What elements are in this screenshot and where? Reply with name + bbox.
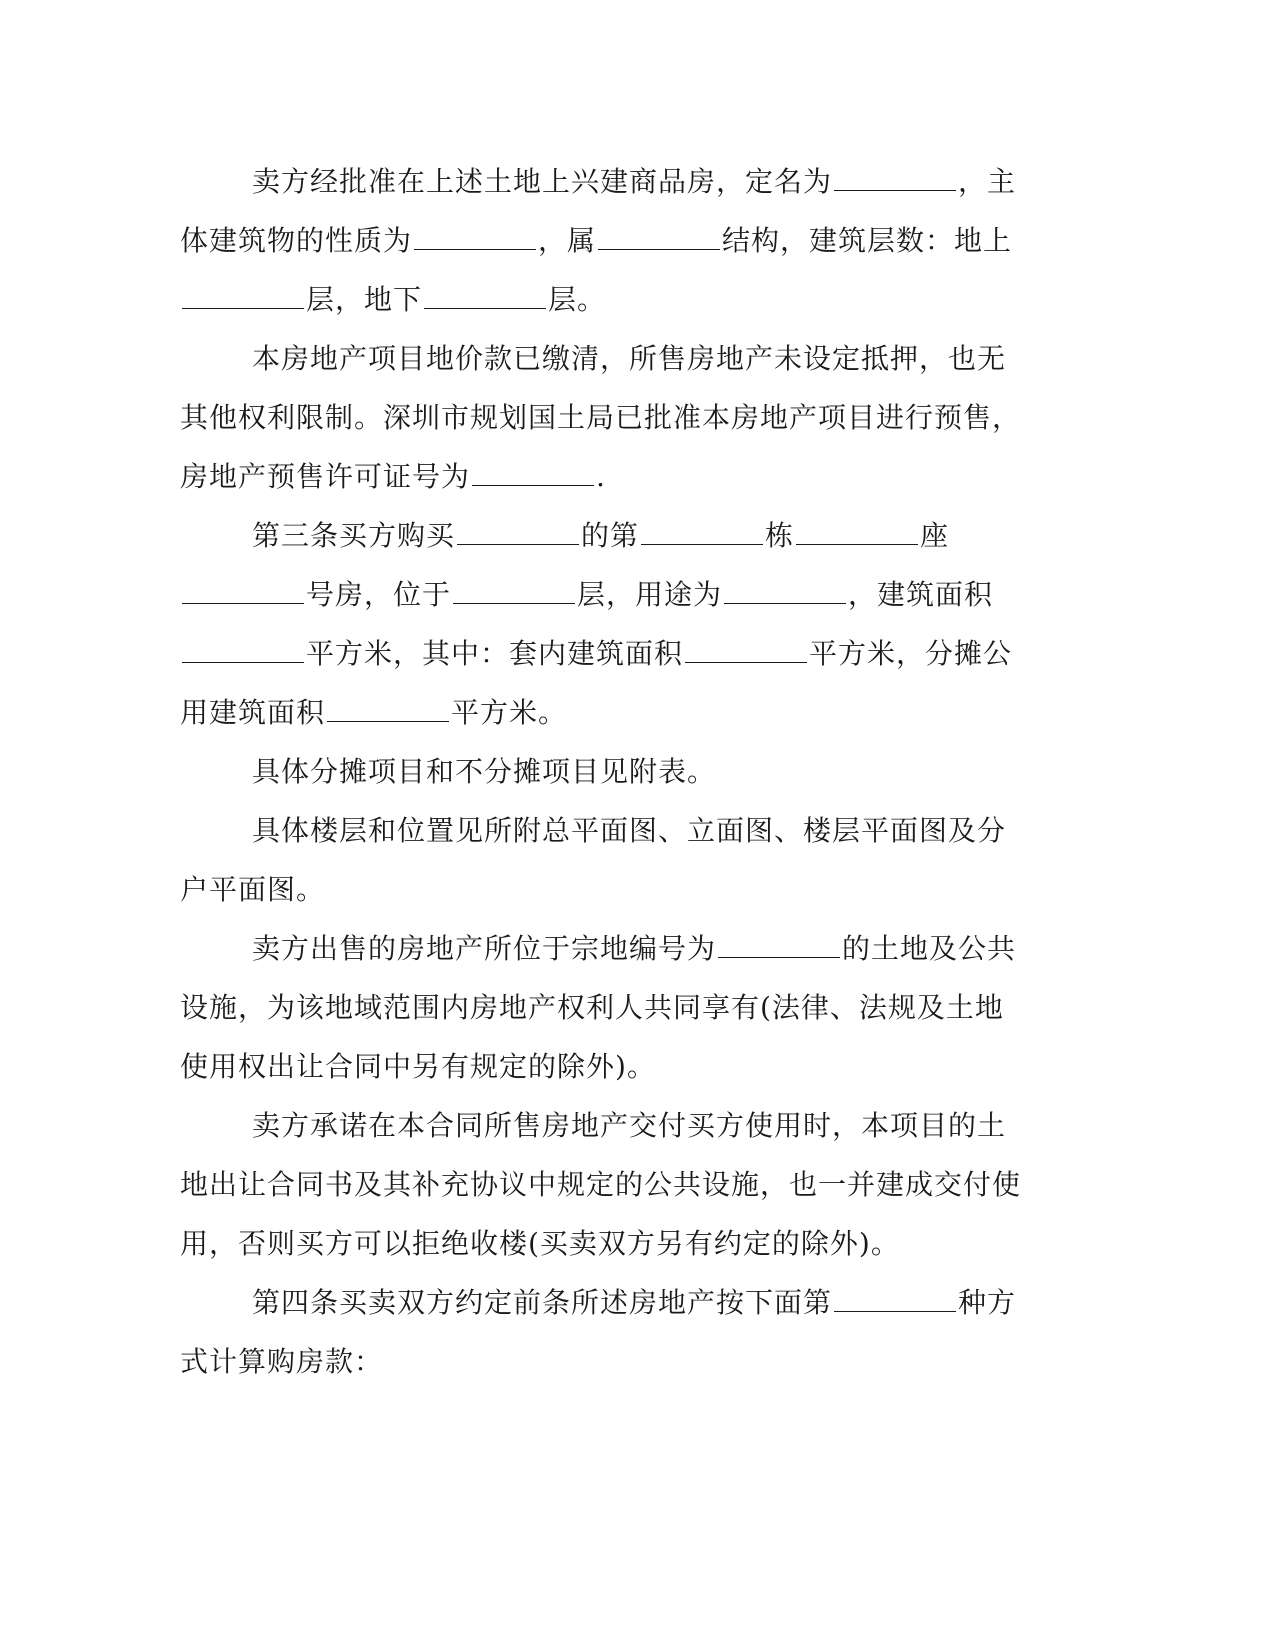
paragraph-public-facilities — [180, 1096, 1030, 1273]
text-segment: 层，地下 — [306, 283, 423, 316]
text-segment: 层，用途为 — [577, 578, 723, 611]
paragraph-building-info — [180, 152, 1030, 329]
paragraph-shared-items — [180, 742, 1030, 801]
fill-in-blank — [327, 699, 449, 722]
text-segment: 结构，建筑层数：地上 — [722, 224, 1013, 257]
fill-in-blank — [182, 640, 304, 663]
paragraph-article-4 — [180, 1273, 1030, 1391]
text-segment: 卖方出售的房地产所位于宗地编号为 — [252, 932, 717, 965]
text-segment: 卖方经批准在上述土地上兴建商品房，定名为 — [252, 165, 833, 198]
document-body — [180, 152, 1030, 1391]
text-segment: 层。 — [548, 283, 607, 316]
fill-in-blank — [472, 463, 594, 486]
text-segment: 具体楼层和位置见所附总平面图、立面图、楼层平面图及分户平面图。 — [180, 814, 1007, 906]
text-segment: 卖方承诺在本合同所售房地产交付买方使用时，本项目的土地出让合同书及其补充协议中规定的公共设施，也一并建成交付使用，否则买方可以拒绝收楼(买卖双方另有约定的除外)。 — [180, 1109, 1022, 1260]
text-segment: ，属 — [538, 224, 597, 257]
fill-in-blank — [796, 522, 918, 545]
paragraph-land-price — [180, 329, 1030, 506]
paragraph-floor-plans — [180, 801, 1030, 919]
fill-in-blank — [182, 581, 304, 604]
fill-in-blank — [182, 286, 304, 309]
text-segment: 栋 — [765, 519, 795, 552]
fill-in-blank — [724, 581, 846, 604]
fill-in-blank — [424, 286, 546, 309]
fill-in-blank — [453, 581, 575, 604]
text-segment: 平方米，其中：套内建筑面积 — [306, 637, 684, 670]
text-segment: 平方米，分摊公用建筑面积 — [180, 637, 1013, 729]
paragraph-article-3 — [180, 506, 1030, 742]
text-segment: 的土地及公共设施，为该地域范围内房地产权利人共同享有(法律、法规及土地使用权出让合同中另有规定的除外)。 — [180, 932, 1017, 1083]
fill-in-blank — [598, 227, 720, 250]
text-segment: 本房地产项目地价款已缴清，所售房地产未设定抵押，也无其他权利限制。深圳市规划国土局已批准本房地产项目进行预售，房地产预售许可证号为 — [180, 342, 1022, 493]
text-segment: 具体分摊项目和不分摊项目见附表。 — [252, 755, 717, 788]
text-segment: 第三条买方购买 — [252, 519, 456, 552]
paragraph-land-parcel — [180, 919, 1030, 1096]
text-segment: . — [596, 460, 606, 493]
fill-in-blank — [834, 168, 956, 191]
text-segment: 的第 — [581, 519, 640, 552]
fill-in-blank — [685, 640, 807, 663]
fill-in-blank — [414, 227, 536, 250]
text-segment: ，建筑面积 — [848, 578, 994, 611]
text-segment: 号房，位于 — [306, 578, 452, 611]
text-segment: ，主体建筑物的性质为 — [180, 165, 1017, 257]
fill-in-blank — [457, 522, 579, 545]
text-segment: 第四条买卖双方约定前条所述房地产按下面第 — [252, 1286, 833, 1319]
text-segment: 平方米。 — [451, 696, 568, 729]
text-segment: 座 — [920, 519, 950, 552]
text-segment: 种方式计算购房款： — [180, 1286, 1017, 1378]
fill-in-blank — [834, 1289, 956, 1312]
fill-in-blank — [641, 522, 763, 545]
fill-in-blank — [718, 935, 840, 958]
